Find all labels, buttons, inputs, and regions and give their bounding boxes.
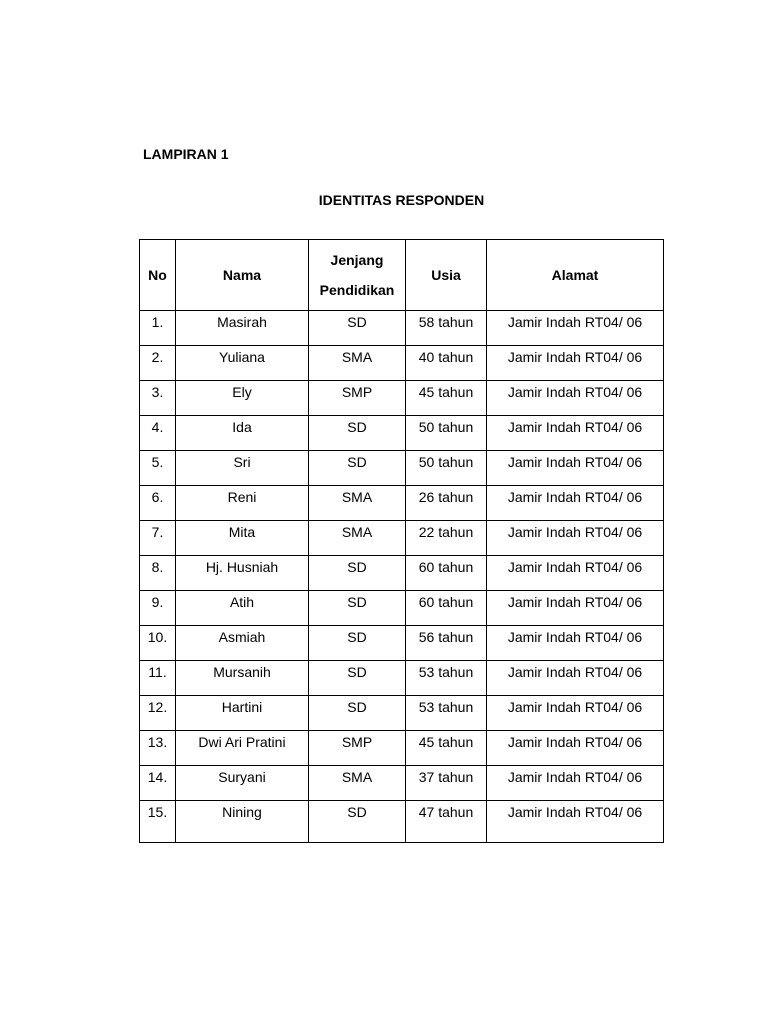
cell-nama: Nining bbox=[176, 801, 309, 843]
cell-usia: 47 tahun bbox=[406, 801, 487, 843]
table-row bbox=[140, 381, 664, 416]
cell-alamat: Jamir Indah RT04/ 06 bbox=[487, 801, 664, 843]
table-row bbox=[140, 311, 664, 346]
table-row bbox=[140, 486, 664, 521]
cell-no: 10. bbox=[140, 626, 176, 661]
cell-usia: 60 tahun bbox=[406, 556, 487, 591]
cell-alamat: Jamir Indah RT04/ 06 bbox=[487, 696, 664, 731]
cell-nama: Masirah bbox=[176, 311, 309, 346]
cell-usia: 53 tahun bbox=[406, 696, 487, 731]
cell-no: 9. bbox=[140, 591, 176, 626]
cell-pendidikan: SMP bbox=[309, 731, 406, 766]
cell-alamat: Jamir Indah RT04/ 06 bbox=[487, 381, 664, 416]
appendix-label: LAMPIRAN 1 bbox=[143, 146, 229, 162]
cell-pendidikan: SD bbox=[309, 416, 406, 451]
cell-nama: Ely bbox=[176, 381, 309, 416]
cell-usia: 37 tahun bbox=[406, 766, 487, 801]
table-row bbox=[140, 591, 664, 626]
table-row bbox=[140, 661, 664, 696]
cell-nama: Ida bbox=[176, 416, 309, 451]
cell-no: 12. bbox=[140, 696, 176, 731]
cell-pendidikan: SD bbox=[309, 591, 406, 626]
cell-no: 11. bbox=[140, 661, 176, 696]
cell-nama: Yuliana bbox=[176, 346, 309, 381]
cell-no: 7. bbox=[140, 521, 176, 556]
table-row bbox=[140, 766, 664, 801]
cell-alamat: Jamir Indah RT04/ 06 bbox=[487, 486, 664, 521]
cell-no: 4. bbox=[140, 416, 176, 451]
cell-usia: 22 tahun bbox=[406, 521, 487, 556]
table-row bbox=[140, 346, 664, 381]
cell-alamat: Jamir Indah RT04/ 06 bbox=[487, 556, 664, 591]
cell-pendidikan: SMA bbox=[309, 521, 406, 556]
cell-usia: 58 tahun bbox=[406, 311, 487, 346]
cell-usia: 45 tahun bbox=[406, 731, 487, 766]
cell-no: 8. bbox=[140, 556, 176, 591]
cell-pendidikan: SD bbox=[309, 311, 406, 346]
cell-pendidikan: SMA bbox=[309, 346, 406, 381]
cell-nama: Hartini bbox=[176, 696, 309, 731]
table-row bbox=[140, 801, 664, 843]
cell-no: 13. bbox=[140, 731, 176, 766]
table-row bbox=[140, 731, 664, 766]
header-nama: Nama bbox=[176, 240, 309, 311]
respondent-table bbox=[139, 239, 664, 843]
cell-usia: 53 tahun bbox=[406, 661, 487, 696]
cell-usia: 60 tahun bbox=[406, 591, 487, 626]
cell-pendidikan: SD bbox=[309, 556, 406, 591]
cell-alamat: Jamir Indah RT04/ 06 bbox=[487, 766, 664, 801]
cell-pendidikan: SD bbox=[309, 626, 406, 661]
cell-pendidikan: SMA bbox=[309, 486, 406, 521]
cell-alamat: Jamir Indah RT04/ 06 bbox=[487, 521, 664, 556]
cell-nama: Mita bbox=[176, 521, 309, 556]
table-row bbox=[140, 451, 664, 486]
cell-alamat: Jamir Indah RT04/ 06 bbox=[487, 311, 664, 346]
cell-alamat: Jamir Indah RT04/ 06 bbox=[487, 346, 664, 381]
document-title: IDENTITAS RESPONDEN bbox=[318, 192, 485, 208]
cell-nama: Dwi Ari Pratini bbox=[176, 731, 309, 766]
cell-usia: 45 tahun bbox=[406, 381, 487, 416]
cell-no: 1. bbox=[140, 311, 176, 346]
cell-nama: Hj. Husniah bbox=[176, 556, 309, 591]
header-jenjang-pendidikan bbox=[309, 240, 406, 311]
cell-usia: 40 tahun bbox=[406, 346, 487, 381]
cell-nama: Atih bbox=[176, 591, 309, 626]
cell-alamat: Jamir Indah RT04/ 06 bbox=[487, 661, 664, 696]
cell-nama: Reni bbox=[176, 486, 309, 521]
table-body bbox=[140, 311, 664, 843]
table-row bbox=[140, 556, 664, 591]
cell-alamat: Jamir Indah RT04/ 06 bbox=[487, 626, 664, 661]
header-alamat: Alamat bbox=[487, 240, 664, 311]
cell-nama: Sri bbox=[176, 451, 309, 486]
table-row bbox=[140, 626, 664, 661]
header-row bbox=[140, 240, 664, 311]
cell-usia: 50 tahun bbox=[406, 416, 487, 451]
cell-pendidikan: SD bbox=[309, 451, 406, 486]
header-usia: Usia bbox=[406, 240, 487, 311]
cell-nama: Mursanih bbox=[176, 661, 309, 696]
cell-pendidikan: SD bbox=[309, 661, 406, 696]
cell-alamat: Jamir Indah RT04/ 06 bbox=[487, 591, 664, 626]
cell-pendidikan: SMA bbox=[309, 766, 406, 801]
cell-no: 6. bbox=[140, 486, 176, 521]
cell-nama: Asmiah bbox=[176, 626, 309, 661]
cell-usia: 50 tahun bbox=[406, 451, 487, 486]
cell-usia: 26 tahun bbox=[406, 486, 487, 521]
table-row bbox=[140, 696, 664, 731]
header-no: No bbox=[140, 240, 176, 311]
cell-alamat: Jamir Indah RT04/ 06 bbox=[487, 416, 664, 451]
cell-no: 15. bbox=[140, 801, 176, 843]
cell-pendidikan: SD bbox=[309, 696, 406, 731]
cell-pendidikan: SD bbox=[309, 801, 406, 843]
cell-usia: 56 tahun bbox=[406, 626, 487, 661]
table-row bbox=[140, 416, 664, 451]
header-jenjang-line1: Jenjang bbox=[330, 252, 384, 268]
table-row bbox=[140, 521, 664, 556]
table-header bbox=[140, 240, 664, 311]
cell-pendidikan: SMP bbox=[309, 381, 406, 416]
cell-alamat: Jamir Indah RT04/ 06 bbox=[487, 451, 664, 486]
cell-no: 5. bbox=[140, 451, 176, 486]
header-jenjang-line2: Pendidikan bbox=[319, 282, 395, 298]
cell-nama: Suryani bbox=[176, 766, 309, 801]
cell-alamat: Jamir Indah RT04/ 06 bbox=[487, 731, 664, 766]
cell-no: 2. bbox=[140, 346, 176, 381]
cell-no: 14. bbox=[140, 766, 176, 801]
cell-no: 3. bbox=[140, 381, 176, 416]
